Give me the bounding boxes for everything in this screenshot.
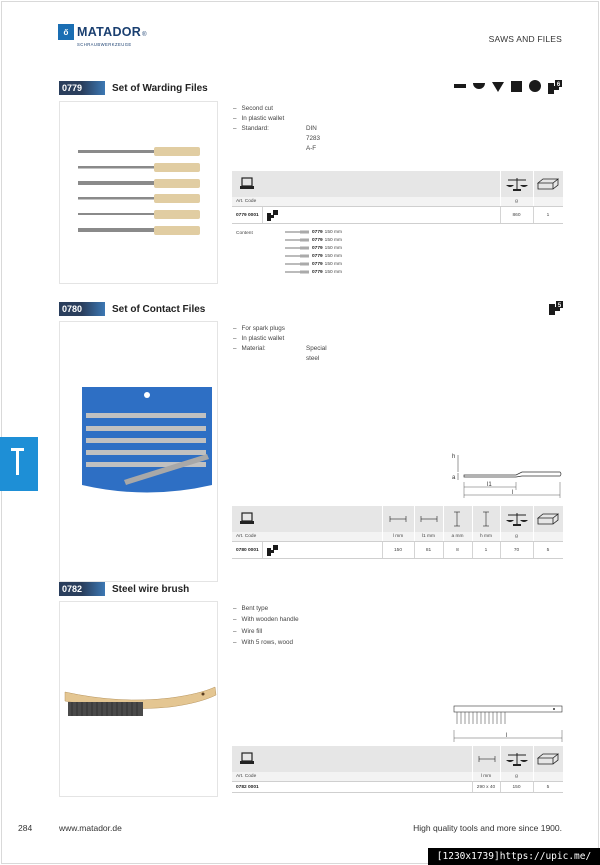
set-icon bbox=[267, 545, 278, 556]
weight-scale-icon bbox=[506, 752, 528, 767]
watermark: [1230x1739]https://upic.me/ bbox=[428, 848, 600, 865]
weight-value: 150 bbox=[512, 784, 521, 790]
feature-item: – In plastic wallet bbox=[233, 334, 285, 344]
half-round-file-shape-icon bbox=[473, 82, 485, 90]
table-row[interactable] bbox=[232, 782, 563, 793]
section-header-0779 bbox=[59, 81, 208, 95]
footer-slogan: High quality tools and more since 1900. bbox=[413, 823, 562, 833]
product-image-contact-files bbox=[59, 321, 218, 582]
package-quantity-icon bbox=[537, 753, 559, 765]
art-code-label: Art. Code bbox=[236, 199, 257, 204]
art-code: 0780 0001 bbox=[236, 547, 259, 553]
round-file-shape-icon bbox=[529, 80, 541, 92]
website-link[interactable]: www.matador.de bbox=[59, 823, 122, 833]
feature-item: – For spark plugs bbox=[233, 324, 285, 334]
weight-value: 860 bbox=[512, 212, 521, 218]
feature-value: Special steel bbox=[306, 345, 327, 362]
letter-t-stem bbox=[16, 448, 19, 475]
section-title: Set of Contact Files bbox=[112, 303, 206, 315]
feature-item: – Material: Special steel bbox=[233, 344, 285, 354]
weight-value: 70 bbox=[513, 547, 520, 553]
package-quantity-icon bbox=[537, 513, 559, 525]
width-dimension-icon bbox=[454, 511, 460, 527]
tool-case-icon bbox=[240, 752, 254, 765]
content-item: 0779 150 mm bbox=[285, 260, 342, 268]
table-subheader bbox=[232, 197, 563, 207]
svg-text:l: l bbox=[512, 490, 514, 496]
feature-item: – Wire fill bbox=[233, 626, 299, 637]
section-number: 0782 bbox=[59, 582, 105, 596]
column-h: h mm bbox=[480, 534, 492, 539]
section-tab-t[interactable] bbox=[0, 437, 38, 491]
length-value: 150 bbox=[393, 547, 402, 553]
quantity-value: 5 bbox=[546, 784, 550, 790]
quantity-value: 1 bbox=[546, 212, 550, 218]
column-g: g bbox=[515, 199, 518, 204]
package-quantity-icon bbox=[537, 178, 559, 190]
tool-case-icon bbox=[240, 177, 254, 190]
height-value: 1 bbox=[484, 547, 488, 553]
section-number: 0780 bbox=[59, 302, 105, 316]
height-dimension-icon bbox=[483, 511, 489, 527]
product-image-warding-files bbox=[59, 101, 218, 284]
art-code-label: Art. Code bbox=[236, 534, 257, 539]
table-row[interactable] bbox=[232, 542, 563, 559]
section-header-0780 bbox=[59, 302, 205, 316]
technical-drawing-icon bbox=[446, 446, 564, 502]
file-miniature-icon bbox=[285, 238, 309, 242]
table-header bbox=[232, 506, 563, 532]
column-l: l mm bbox=[392, 534, 404, 539]
section-title: Set of Warding Files bbox=[112, 82, 208, 94]
width-value: 8 bbox=[456, 547, 459, 553]
triangular-file-shape-icon bbox=[492, 81, 504, 92]
matador-logo[interactable] bbox=[58, 23, 147, 47]
table-subheader bbox=[232, 532, 563, 542]
content-list-0779 bbox=[232, 228, 563, 282]
category-title: SAWS AND FILES bbox=[488, 34, 562, 44]
svg-text:l: l bbox=[506, 733, 508, 739]
matador-logo-icon: ő bbox=[58, 24, 74, 40]
svg-text:6: 6 bbox=[556, 82, 561, 88]
wire-brush-illustration bbox=[60, 602, 219, 798]
table-header bbox=[232, 746, 563, 772]
file-miniature-icon bbox=[285, 262, 309, 266]
set-icon bbox=[267, 210, 278, 221]
table-0782 bbox=[232, 746, 563, 793]
length-l1-dimension-icon bbox=[420, 516, 438, 522]
feature-item: – In plastic wallet bbox=[233, 114, 284, 124]
column-g: g bbox=[515, 774, 518, 779]
section-number: 0779 bbox=[59, 81, 105, 95]
content-item: 0779 150 mm bbox=[285, 252, 342, 260]
length-dimension-icon bbox=[478, 756, 496, 762]
length-dimension-icon bbox=[389, 516, 407, 522]
section-title: Steel wire brush bbox=[112, 583, 190, 595]
section-header-0782 bbox=[59, 582, 189, 596]
svg-text:l1: l1 bbox=[487, 482, 492, 488]
content-item: 0779 150 mm bbox=[285, 236, 342, 244]
svg-text:h: h bbox=[452, 454, 456, 460]
column-l: l mm bbox=[480, 774, 492, 779]
dimensions-value: 290 x 40 bbox=[476, 784, 496, 790]
feature-item: – With 5 rows, wood bbox=[233, 637, 299, 648]
content-item: 0779 150 mm bbox=[285, 268, 342, 276]
feature-item: – Standard: DIN 7283 A-F bbox=[233, 124, 284, 134]
page-number: 284 bbox=[18, 823, 33, 833]
table-0780 bbox=[232, 506, 563, 559]
file-miniature-icon bbox=[285, 254, 309, 258]
set-count-icon bbox=[549, 301, 561, 313]
column-a: a mm bbox=[451, 534, 464, 539]
warding-files-illustration bbox=[60, 102, 219, 285]
feature-value: DIN 7283 A-F bbox=[306, 125, 321, 152]
tool-case-icon bbox=[240, 512, 254, 525]
feature-item: – Bent type bbox=[233, 603, 299, 614]
weight-scale-icon bbox=[506, 512, 528, 527]
table-row[interactable] bbox=[232, 207, 563, 224]
file-miniature-icon bbox=[285, 246, 309, 250]
technical-drawing-icon bbox=[450, 704, 564, 744]
features-0780 bbox=[233, 324, 327, 362]
quantity-value: 5 bbox=[546, 547, 550, 553]
brand-subtitle: SCHRAUBWERKZEUGE bbox=[77, 42, 132, 47]
column-g: g bbox=[515, 534, 518, 539]
feature-item: – Second cut bbox=[233, 104, 284, 114]
file-shape-symbols bbox=[454, 80, 560, 92]
brand-name: MATADOR bbox=[77, 25, 142, 39]
registered-icon: ® bbox=[142, 32, 147, 38]
content-label: Content bbox=[236, 231, 253, 236]
table-subheader bbox=[232, 772, 563, 782]
features-0782 bbox=[233, 603, 299, 648]
column-l1: l1 mm bbox=[421, 534, 436, 539]
product-image-wire-brush bbox=[59, 601, 218, 797]
art-code: 0779 0001 bbox=[236, 212, 259, 218]
table-header bbox=[232, 171, 563, 197]
art-code-label: Art. Code bbox=[236, 774, 257, 779]
length-l1-value: 81 bbox=[425, 547, 432, 553]
art-code: 0782 0001 bbox=[236, 784, 259, 790]
wire-brush-drawing bbox=[450, 704, 564, 744]
feature-item: – With wooden handle bbox=[233, 614, 299, 625]
features-0779 bbox=[233, 104, 321, 152]
svg-text:5: 5 bbox=[557, 303, 562, 309]
svg-text:a: a bbox=[452, 475, 456, 481]
content-item: 0779 150 mm bbox=[285, 228, 342, 236]
set-count-icon bbox=[548, 80, 560, 92]
file-miniature-icon bbox=[285, 230, 309, 234]
flat-file-shape-icon bbox=[454, 83, 466, 89]
contact-files-illustration bbox=[60, 322, 219, 583]
contact-file-drawing bbox=[446, 446, 564, 502]
square-file-shape-icon bbox=[511, 81, 522, 92]
file-miniature-icon bbox=[285, 270, 309, 274]
table-0779 bbox=[232, 171, 563, 224]
weight-scale-icon bbox=[506, 177, 528, 192]
content-item: 0779 150 mm bbox=[285, 244, 342, 252]
